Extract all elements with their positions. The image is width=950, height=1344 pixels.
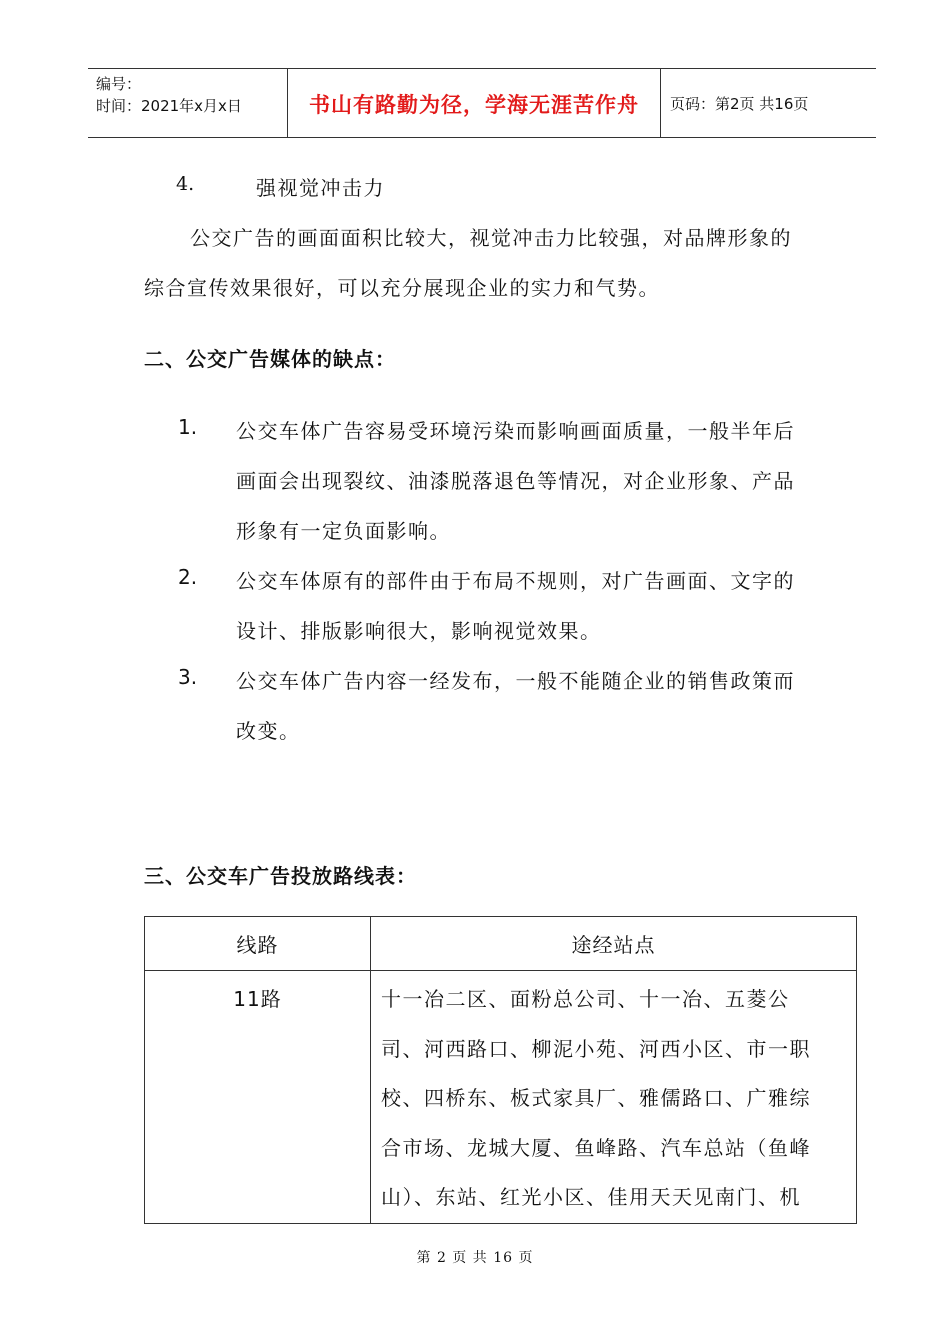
routes-table <box>144 916 857 1224</box>
stops-line: 合市场、龙城大厦、鱼峰路、汽车总站（鱼峰 <box>381 1135 811 1160</box>
list-item-number: 1. <box>178 415 198 439</box>
stops-line: 山）、东站、红光小区、佳用天天见南门、机 <box>381 1185 801 1209</box>
list-item-number: 2. <box>178 565 198 589</box>
paragraph-line: 公交广告的画面面积比较大，视觉冲击力比较强，对品牌形象的 <box>190 226 792 250</box>
column-header-route: 线路 <box>145 917 371 971</box>
route-name-cell: 11路 <box>145 971 371 1224</box>
advantage-item-title: 强视觉冲击力 <box>256 176 385 200</box>
page-header <box>88 68 876 138</box>
list-item-number: 3. <box>178 665 198 689</box>
page-footer: 第 2 页 共 16 页 <box>416 1250 534 1266</box>
column-header-stops: 途经站点 <box>371 917 857 971</box>
header-meta <box>96 73 242 117</box>
document-time-label: 时间：2021年x月x日 <box>96 97 242 115</box>
stops-line: 十一冶二区、面粉总公司、十一冶、五菱公 <box>381 987 790 1011</box>
list-item-line: 改变。 <box>236 719 301 743</box>
paragraph-line: 综合宣传效果很好，可以充分展现企业的实力和气势。 <box>144 276 660 300</box>
list-item-line: 画面会出现裂纹、油漆脱落退色等情况，对企业形象、产品 <box>236 469 795 493</box>
header-motto: 书山有路勤为径，学海无涯苦作舟 <box>309 93 639 117</box>
header-divider <box>660 69 661 137</box>
advantage-item-number: 4. <box>176 173 195 195</box>
list-item-line: 公交车体广告容易受环境污染而影响画面质量，一般半年后 <box>236 419 795 443</box>
stops-line: 司、河西路口、柳泥小苑、河西小区、市一职 <box>381 1036 811 1061</box>
list-item-line: 公交车体原有的部件由于布局不规则，对广告画面、文字的 <box>236 569 795 593</box>
list-item-line: 公交车体广告内容一经发布，一般不能随企业的销售政策而 <box>236 669 795 693</box>
table-row <box>145 971 857 1224</box>
section-title-routes: 三、公交车广告投放路线表： <box>144 864 417 888</box>
route-stops-cell <box>371 971 857 1224</box>
stops-line: 校、四桥东、板式家具厂、雅儒路口、广雅综 <box>381 1086 811 1110</box>
section-title-disadvantages: 二、公交广告媒体的缺点： <box>144 347 396 371</box>
list-item-line: 形象有一定负面影响。 <box>236 519 451 543</box>
document-number-label: 编号： <box>96 75 142 93</box>
table-header-row <box>145 917 857 971</box>
header-page-info: 页码：第2页 共16页 <box>670 95 809 113</box>
list-item-line: 设计、排版影响很大，影响视觉效果。 <box>236 619 602 643</box>
